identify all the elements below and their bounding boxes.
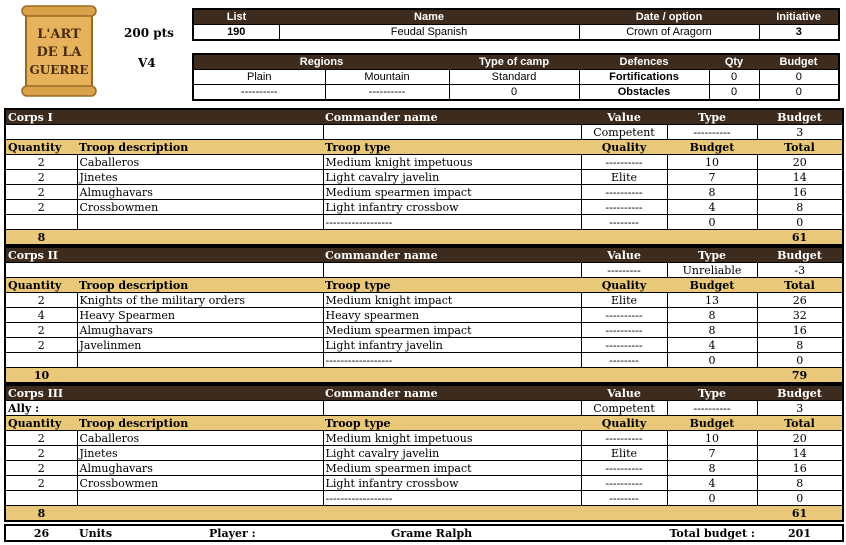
ally-label: [5, 263, 323, 278]
troop-type: Medium spearmen impact: [323, 461, 581, 476]
region-3: ----------: [193, 85, 325, 101]
troop-total: 32: [757, 308, 843, 323]
budget-label: Budget: [667, 140, 757, 155]
terrain-budget-label: Budget: [759, 54, 839, 70]
troop-quality: ----------: [581, 323, 667, 338]
troop-description-label: Troop description: [77, 416, 323, 431]
troop-type: Medium knight impetuous: [323, 155, 581, 170]
troop-total: 8: [757, 338, 843, 353]
name-col: Name: [279, 9, 579, 25]
troop-total: 26: [757, 293, 843, 308]
troop-desc: [77, 353, 323, 368]
quality-label: Quality: [581, 278, 667, 293]
troop-qty: [5, 353, 77, 368]
ally-label: [5, 125, 323, 140]
troop-budget: 0: [667, 491, 757, 506]
troop-qty: 2: [5, 155, 77, 170]
troop-desc: Jinetes: [77, 170, 323, 185]
total-budget-label: Total budget :: [669, 526, 755, 540]
total-budget-value: 201: [788, 526, 811, 540]
troop-budget: 4: [667, 200, 757, 215]
troop-quality: Elite: [581, 293, 667, 308]
troop-budget: 10: [667, 431, 757, 446]
commander-name: [323, 263, 581, 278]
terrain-table: [192, 53, 840, 101]
commander-name-label: Commander name: [323, 385, 581, 401]
troop-budget: 10: [667, 155, 757, 170]
troop-row: [5, 431, 843, 446]
budget-label: Budget: [757, 109, 843, 125]
troop-qty: 2: [5, 461, 77, 476]
troop-row: [5, 200, 843, 215]
corps-units-total: 8: [5, 230, 77, 246]
obstacles-budget: 0: [759, 85, 839, 101]
troop-desc: [77, 215, 323, 230]
quality-label: Quality: [581, 140, 667, 155]
region-2: Mountain: [325, 70, 449, 85]
troop-qty: 2: [5, 185, 77, 200]
commander-budget: 3: [757, 125, 843, 140]
value-label: Value: [581, 385, 667, 401]
troop-desc: Caballeros: [77, 431, 323, 446]
commander-value: Competent: [581, 125, 667, 140]
troop-qty: 2: [5, 200, 77, 215]
troop-type-label: Troop type: [323, 278, 581, 293]
troop-total: 16: [757, 185, 843, 200]
player-label: Player :: [209, 526, 256, 540]
troop-row: [5, 476, 843, 491]
troop-budget: 8: [667, 461, 757, 476]
commander-value: ---------: [581, 263, 667, 278]
units-label: Units: [79, 526, 113, 540]
type-label: Type: [667, 109, 757, 125]
troop-type: ------------------: [323, 353, 581, 368]
corps-units-total: 8: [5, 506, 77, 522]
commander-budget: 3: [757, 401, 843, 416]
troop-qty: 2: [5, 323, 77, 338]
troop-desc: Heavy Spearmen: [77, 308, 323, 323]
commander-type: Unreliable: [667, 263, 757, 278]
commander-type: ----------: [667, 125, 757, 140]
troop-qty: 2: [5, 338, 77, 353]
troop-row: [5, 215, 843, 230]
quantity-label: Quantity: [5, 140, 77, 155]
points-label: 200 pts: [124, 26, 174, 40]
troop-row: [5, 491, 843, 506]
troop-row: [5, 155, 843, 170]
troop-desc: Almughavars: [77, 461, 323, 476]
troop-desc: Javelinmen: [77, 338, 323, 353]
troop-quality: ----------: [581, 308, 667, 323]
initiative-col: Initiative: [759, 9, 839, 25]
camp-value: 0: [449, 85, 579, 101]
date-value: Crown of Aragorn: [579, 25, 759, 41]
budget-label: Budget: [757, 385, 843, 401]
commander-name-label: Commander name: [323, 109, 581, 125]
player-name: Grame Ralph: [391, 526, 473, 540]
troop-row: [5, 353, 843, 368]
initiative-value: 3: [759, 25, 839, 41]
troop-total: 8: [757, 200, 843, 215]
troop-quality: --------: [581, 215, 667, 230]
troop-budget: 4: [667, 338, 757, 353]
name-value: Feudal Spanish: [279, 25, 579, 41]
quantity-label: Quantity: [5, 278, 77, 293]
fortifications-label: Fortifications: [579, 70, 709, 85]
corps-table: [4, 108, 844, 246]
obstacles-label: Obstacles: [579, 85, 709, 101]
corps-table: [4, 246, 844, 384]
troop-qty: [5, 491, 77, 506]
units-count: 26: [33, 526, 50, 540]
troop-type: Light cavalry javelin: [323, 446, 581, 461]
troop-desc: Knights of the military orders: [77, 293, 323, 308]
troop-total: 16: [757, 323, 843, 338]
regions-label: Regions: [193, 54, 449, 70]
date-col: Date / option: [579, 9, 759, 25]
troop-desc: Jinetes: [77, 446, 323, 461]
troop-row: [5, 185, 843, 200]
commander-budget: -3: [757, 263, 843, 278]
troop-qty: [5, 215, 77, 230]
troop-quality: --------: [581, 353, 667, 368]
list-header-table: [192, 8, 840, 41]
troop-total: 14: [757, 170, 843, 185]
budget-label: Budget: [667, 278, 757, 293]
troop-budget: 13: [667, 293, 757, 308]
corps-table: [4, 384, 844, 522]
footer-table: [4, 524, 844, 542]
region-1: Plain: [193, 70, 325, 85]
commander-name: [323, 401, 581, 416]
budget-label: Budget: [757, 247, 843, 263]
troop-type: Light infantry javelin: [323, 338, 581, 353]
troop-desc: Almughavars: [77, 323, 323, 338]
troop-budget: 4: [667, 476, 757, 491]
troop-budget: 8: [667, 323, 757, 338]
troop-total: 0: [757, 353, 843, 368]
total-label: Total: [757, 416, 843, 431]
troop-quality: ----------: [581, 461, 667, 476]
troop-type: ------------------: [323, 215, 581, 230]
commander-name: [323, 125, 581, 140]
troop-type: Heavy spearmen: [323, 308, 581, 323]
defences-label: Defences: [579, 54, 709, 70]
troop-type: Medium spearmen impact: [323, 323, 581, 338]
troop-type: Medium spearmen impact: [323, 185, 581, 200]
value-label: Value: [581, 247, 667, 263]
commander-type: ----------: [667, 401, 757, 416]
troop-budget: 0: [667, 353, 757, 368]
troop-total: 0: [757, 491, 843, 506]
total-label: Total: [757, 278, 843, 293]
corps-budget-total: 61: [757, 506, 843, 522]
troop-row: [5, 338, 843, 353]
type-label: Type: [667, 385, 757, 401]
commander-value: Competent: [581, 401, 667, 416]
troop-row: [5, 308, 843, 323]
troop-row: [5, 323, 843, 338]
scroll-logo-icon: [20, 4, 98, 98]
ally-label: Ally :: [5, 401, 323, 416]
corps-title: Corps III: [5, 385, 323, 401]
troop-qty: 2: [5, 446, 77, 461]
troop-type: Light infantry crossbow: [323, 200, 581, 215]
troop-desc: Caballeros: [77, 155, 323, 170]
troop-budget: 7: [667, 170, 757, 185]
troop-description-label: Troop description: [77, 278, 323, 293]
svg-text:GUERRE: GUERRE: [29, 63, 89, 77]
svg-text:L'ART: L'ART: [37, 27, 81, 42]
fortifications-qty: 0: [709, 70, 759, 85]
value-label: Value: [581, 109, 667, 125]
troop-quality: ----------: [581, 155, 667, 170]
troop-row: [5, 446, 843, 461]
type-label: Type: [667, 247, 757, 263]
troop-quality: --------: [581, 491, 667, 506]
budget-label: Budget: [667, 416, 757, 431]
troop-description-label: Troop description: [77, 140, 323, 155]
corps-title: Corps I: [5, 109, 323, 125]
corps-units-total: 10: [5, 368, 77, 384]
total-label: Total: [757, 140, 843, 155]
troop-total: 20: [757, 155, 843, 170]
troop-total: 8: [757, 476, 843, 491]
troop-desc: [77, 491, 323, 506]
troop-total: 0: [757, 215, 843, 230]
troop-qty: 2: [5, 293, 77, 308]
troop-quality: ----------: [581, 431, 667, 446]
troop-type: Medium knight impetuous: [323, 431, 581, 446]
commander-name-label: Commander name: [323, 247, 581, 263]
list-value: 190: [193, 25, 279, 41]
camp-type: Standard: [449, 70, 579, 85]
version-label: V4: [138, 56, 156, 70]
troop-row: [5, 461, 843, 476]
obstacles-qty: 0: [709, 85, 759, 101]
troop-budget: 0: [667, 215, 757, 230]
qty-label: Qty: [709, 54, 759, 70]
troop-type: Light cavalry javelin: [323, 170, 581, 185]
troop-qty: 2: [5, 476, 77, 491]
troop-total: 14: [757, 446, 843, 461]
troop-desc: Crossbowmen: [77, 200, 323, 215]
troop-total: 20: [757, 431, 843, 446]
camp-label: Type of camp: [449, 54, 579, 70]
troop-type: Medium knight impact: [323, 293, 581, 308]
troop-budget: 8: [667, 185, 757, 200]
svg-text:DE LA: DE LA: [36, 45, 82, 60]
troop-qty: 4: [5, 308, 77, 323]
logo: [20, 4, 98, 98]
fortifications-budget: 0: [759, 70, 839, 85]
troop-quality: ----------: [581, 476, 667, 491]
troop-quality: ----------: [581, 200, 667, 215]
troop-qty: 2: [5, 170, 77, 185]
troop-type-label: Troop type: [323, 416, 581, 431]
region-4: ----------: [325, 85, 449, 101]
troop-budget: 8: [667, 308, 757, 323]
troop-total: 16: [757, 461, 843, 476]
troop-quality: ----------: [581, 185, 667, 200]
troop-desc: Crossbowmen: [77, 476, 323, 491]
quality-label: Quality: [581, 416, 667, 431]
quantity-label: Quantity: [5, 416, 77, 431]
troop-budget: 7: [667, 446, 757, 461]
troop-type-label: Troop type: [323, 140, 581, 155]
corps-budget-total: 61: [757, 230, 843, 246]
troop-type: ------------------: [323, 491, 581, 506]
troop-desc: Almughavars: [77, 185, 323, 200]
corps-title: Corps II: [5, 247, 323, 263]
troop-type: Light infantry crossbow: [323, 476, 581, 491]
troop-row: [5, 170, 843, 185]
list-col: List: [193, 9, 279, 25]
troop-qty: 2: [5, 431, 77, 446]
troop-quality: Elite: [581, 446, 667, 461]
corps-budget-total: 79: [757, 368, 843, 384]
troop-row: [5, 293, 843, 308]
troop-quality: Elite: [581, 170, 667, 185]
troop-quality: ----------: [581, 338, 667, 353]
